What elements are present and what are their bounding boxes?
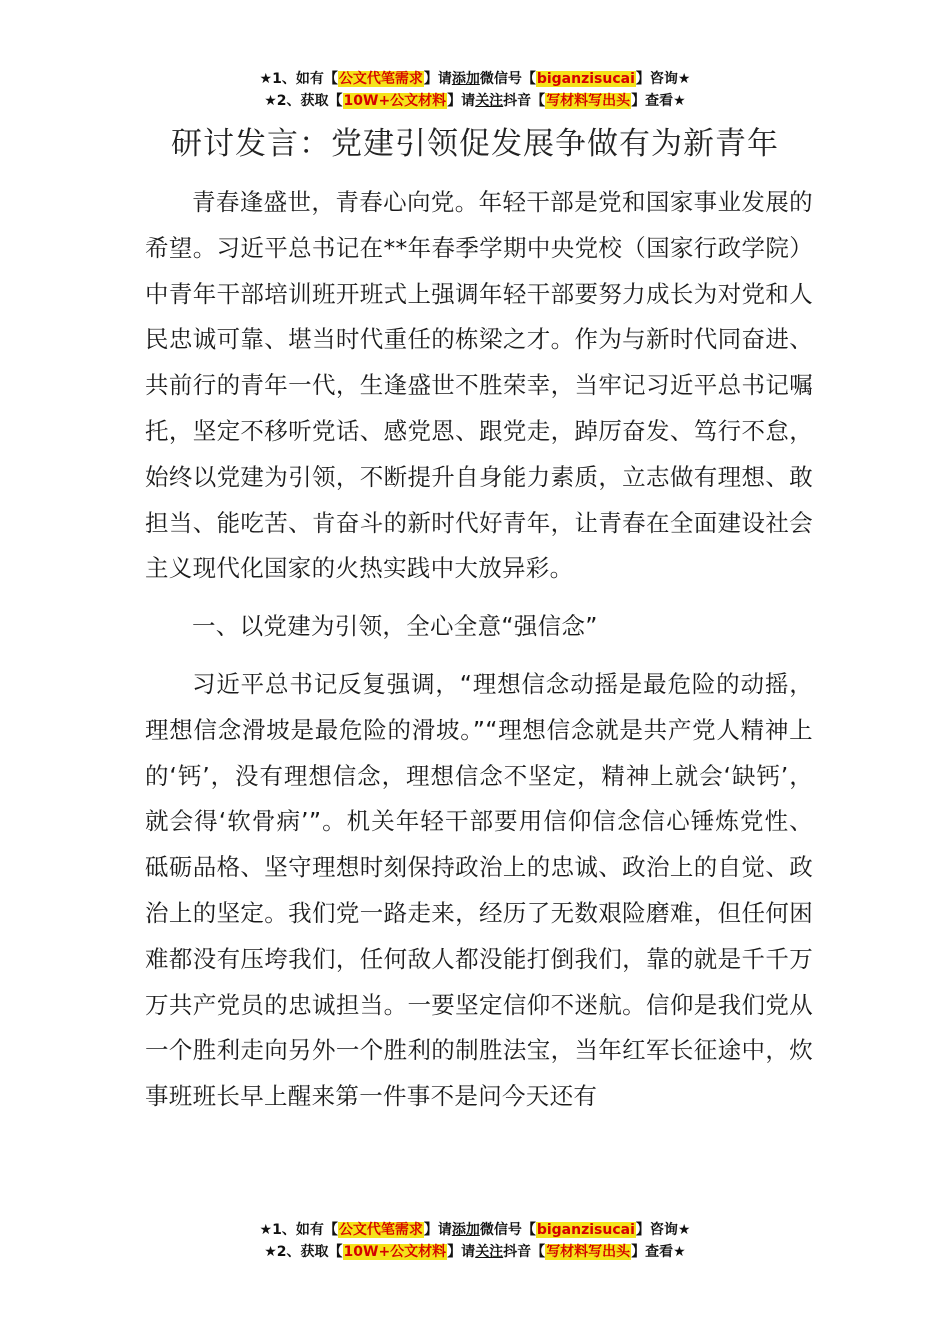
banner-underline: 添加: [451, 1222, 480, 1238]
banner-text: ★2、获取【: [264, 93, 343, 109]
banner-text: 抖音【: [503, 93, 546, 109]
banner-text: 微信号【: [479, 1222, 536, 1238]
banner-highlight: 公文代笔需求: [338, 1222, 423, 1238]
banner-highlight: 写材料写出头: [546, 1244, 631, 1260]
banner-text: 】请: [447, 1244, 476, 1260]
banner-text: 】请: [423, 71, 452, 87]
header-banner: [0, 68, 950, 112]
banner-text: ★1、如有【: [259, 71, 338, 87]
banner-text: 】请: [447, 93, 476, 109]
banner-text: 】查看★: [631, 1244, 686, 1260]
banner-text: 】咨询★: [635, 1222, 691, 1238]
banner-text: ★1、如有【: [259, 1222, 338, 1238]
banner-highlight: 10W+公文材料: [343, 93, 447, 109]
banner-line-1: [0, 68, 950, 90]
banner-text: 】请: [423, 1222, 452, 1238]
banner-underline: 添加: [451, 71, 480, 87]
footer-banner: [0, 1219, 950, 1263]
section-heading: 一、以党建为引领，全心全意“强信念”: [192, 612, 598, 641]
banner-highlight: 10W+公文材料: [343, 1244, 447, 1260]
banner-underline: 关注: [475, 93, 504, 109]
document-body: [145, 180, 813, 1120]
banner-underline: 关注: [475, 1244, 504, 1260]
banner-line-2: [0, 1241, 950, 1263]
document-title: 研讨发言：党建引领促发展争做有为新青年: [171, 126, 779, 162]
banner-line-1: [0, 1219, 950, 1241]
banner-text: 微信号【: [479, 71, 536, 87]
paragraph-intro: 青春逢盛世，青春心向党。年轻干部是党和国家事业发展的希望。习近平总书记在**年春季学期中央党校（国家行政学院）中青年干部培训班开班式上强调年轻干部要努力成长为对党和人民忠诚可靠、堪当时代重任的栋梁之才。作为与新时代同奋进、共前行的青年一代，生逢盛世不胜荣幸，当牢记习近平总书记嘱托，坚定不移听党话、感党恩、跟党走，踔厉奋发、笃行不怠，始终以党建为引领，不断提升自身能力素质，立志做有理想、敢担当、能吃苦、肯奋斗的新时代好青年，让青春在全面建设社会主义现代化国家的火热实践中大放异彩。: [145, 188, 813, 583]
banner-highlight: 写材料写出头: [546, 93, 631, 109]
banner-highlight: 公文代笔需求: [338, 71, 423, 87]
banner-text: 抖音【: [503, 1244, 546, 1260]
banner-text: 】查看★: [631, 93, 686, 109]
banner-highlight: biganzisucai: [536, 1222, 635, 1238]
banner-line-2: [0, 90, 950, 112]
banner-highlight: biganzisucai: [536, 71, 635, 87]
banner-text: ★2、获取【: [264, 1244, 343, 1260]
paragraph-body: 习近平总书记反复强调，“理想信念动摇是最危险的动摇，理想信念滑坡是最危险的滑坡。”“理想信念就是共产党人精神上的‘钙’，没有理想信念，理想信念不坚定，精神上就会‘缺钙’，就会得‘软骨病’”。机关年轻干部要用信仰信念信心锤炼党性、砥砺品格、坚守理想时刻保持政治上的忠诚、政治上的自觉、政治上的坚定。我们党一路走来，经历了无数艰险磨难，但任何困难都没有压垮我们，任何敌人都没能打倒我们，靠的就是千千万万共产党员的忠诚担当。一要坚定信仰不迷航。信仰是我们党从一个胜利走向另外一个胜利的制胜法宝，当年红军长征途中，炊事班班长早上醒来第一件事不是问今天还有: [145, 669, 813, 1111]
banner-text: 】咨询★: [635, 71, 691, 87]
